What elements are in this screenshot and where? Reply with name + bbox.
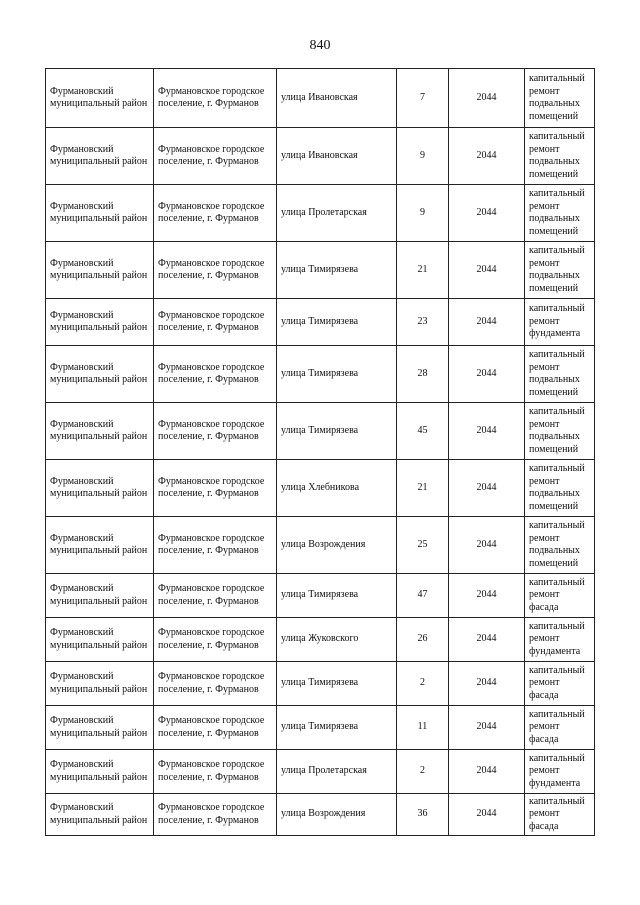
- street-cell: улица Тимирязева: [277, 403, 397, 460]
- district-cell: Фурмановский муниципальный район: [46, 128, 154, 185]
- street-cell: улица Хлебникова: [277, 460, 397, 517]
- house-number-cell: 45: [397, 403, 449, 460]
- house-number-cell: 28: [397, 346, 449, 403]
- settlement-cell: Фурмановское городское поселение, г. Фурманов: [154, 185, 277, 242]
- settlement-cell: Фурмановское городское поселение, г. Фурманов: [154, 794, 277, 836]
- settlement-cell: Фурмановское городское поселение, г. Фурманов: [154, 69, 277, 128]
- table-row: [46, 242, 595, 299]
- district-cell: Фурмановский муниципальный район: [46, 299, 154, 346]
- work-type-cell: капитальный ремонт подвальных помещений: [525, 403, 595, 460]
- year-cell: 2044: [449, 299, 525, 346]
- work-type-cell: капитальный ремонт фундамента: [525, 299, 595, 346]
- street-cell: улица Жуковского: [277, 618, 397, 662]
- settlement-cell: Фурмановское городское поселение, г. Фурманов: [154, 403, 277, 460]
- work-type-cell: капитальный ремонт фасада: [525, 794, 595, 836]
- house-number-cell: 2: [397, 750, 449, 794]
- table-row: [46, 346, 595, 403]
- district-cell: Фурмановский муниципальный район: [46, 69, 154, 128]
- year-cell: 2044: [449, 460, 525, 517]
- table-row: [46, 750, 595, 794]
- table-row: [46, 403, 595, 460]
- year-cell: 2044: [449, 750, 525, 794]
- year-cell: 2044: [449, 517, 525, 574]
- street-cell: улица Тимирязева: [277, 346, 397, 403]
- district-cell: Фурмановский муниципальный район: [46, 403, 154, 460]
- work-type-cell: капитальный ремонт подвальных помещений: [525, 517, 595, 574]
- settlement-cell: Фурмановское городское поселение, г. Фурманов: [154, 299, 277, 346]
- table-row: [46, 69, 595, 128]
- street-cell: улица Ивановская: [277, 69, 397, 128]
- work-type-cell: капитальный ремонт подвальных помещений: [525, 128, 595, 185]
- year-cell: 2044: [449, 403, 525, 460]
- district-cell: Фурмановский муниципальный район: [46, 794, 154, 836]
- work-type-cell: капитальный ремонт фундамента: [525, 618, 595, 662]
- settlement-cell: Фурмановское городское поселение, г. Фурманов: [154, 517, 277, 574]
- street-cell: улица Тимирязева: [277, 299, 397, 346]
- work-type-cell: капитальный ремонт подвальных помещений: [525, 185, 595, 242]
- work-type-cell: капитальный ремонт фундамента: [525, 750, 595, 794]
- district-cell: Фурмановский муниципальный район: [46, 750, 154, 794]
- table-row: [46, 618, 595, 662]
- street-cell: улица Возрождения: [277, 517, 397, 574]
- table-row: [46, 662, 595, 706]
- year-cell: 2044: [449, 69, 525, 128]
- district-cell: Фурмановский муниципальный район: [46, 242, 154, 299]
- district-cell: Фурмановский муниципальный район: [46, 574, 154, 618]
- house-number-cell: 25: [397, 517, 449, 574]
- table-row: [46, 517, 595, 574]
- year-cell: 2044: [449, 128, 525, 185]
- table-row: [46, 460, 595, 517]
- street-cell: улица Ивановская: [277, 128, 397, 185]
- year-cell: 2044: [449, 346, 525, 403]
- table-row: [46, 706, 595, 750]
- year-cell: 2044: [449, 574, 525, 618]
- settlement-cell: Фурмановское городское поселение, г. Фурманов: [154, 662, 277, 706]
- house-number-cell: 21: [397, 460, 449, 517]
- street-cell: улица Тимирязева: [277, 662, 397, 706]
- house-number-cell: 47: [397, 574, 449, 618]
- street-cell: улица Возрождения: [277, 794, 397, 836]
- settlement-cell: Фурмановское городское поселение, г. Фурманов: [154, 128, 277, 185]
- house-number-cell: 21: [397, 242, 449, 299]
- house-number-cell: 9: [397, 185, 449, 242]
- district-cell: Фурмановский муниципальный район: [46, 662, 154, 706]
- year-cell: 2044: [449, 794, 525, 836]
- street-cell: улица Тимирязева: [277, 574, 397, 618]
- year-cell: 2044: [449, 242, 525, 299]
- district-cell: Фурмановский муниципальный район: [46, 185, 154, 242]
- house-number-cell: 36: [397, 794, 449, 836]
- district-cell: Фурмановский муниципальный район: [46, 706, 154, 750]
- house-number-cell: 11: [397, 706, 449, 750]
- house-number-cell: 26: [397, 618, 449, 662]
- settlement-cell: Фурмановское городское поселение, г. Фурманов: [154, 618, 277, 662]
- district-cell: Фурмановский муниципальный район: [46, 618, 154, 662]
- table-row: [46, 574, 595, 618]
- year-cell: 2044: [449, 185, 525, 242]
- work-type-cell: капитальный ремонт подвальных помещений: [525, 69, 595, 128]
- district-cell: Фурмановский муниципальный район: [46, 346, 154, 403]
- house-number-cell: 9: [397, 128, 449, 185]
- work-type-cell: капитальный ремонт подвальных помещений: [525, 242, 595, 299]
- work-type-cell: капитальный ремонт подвальных помещений: [525, 460, 595, 517]
- settlement-cell: Фурмановское городское поселение, г. Фурманов: [154, 574, 277, 618]
- work-type-cell: капитальный ремонт фасада: [525, 662, 595, 706]
- settlement-cell: Фурмановское городское поселение, г. Фурманов: [154, 460, 277, 517]
- year-cell: 2044: [449, 706, 525, 750]
- house-number-cell: 7: [397, 69, 449, 128]
- table-row: [46, 299, 595, 346]
- house-number-cell: 23: [397, 299, 449, 346]
- work-type-cell: капитальный ремонт фасада: [525, 706, 595, 750]
- repair-registry-table: [45, 68, 595, 836]
- street-cell: улица Тимирязева: [277, 706, 397, 750]
- district-cell: Фурмановский муниципальный район: [46, 460, 154, 517]
- district-cell: Фурмановский муниципальный район: [46, 517, 154, 574]
- settlement-cell: Фурмановское городское поселение, г. Фурманов: [154, 346, 277, 403]
- table-row: [46, 128, 595, 185]
- street-cell: улица Тимирязева: [277, 242, 397, 299]
- settlement-cell: Фурмановское городское поселение, г. Фурманов: [154, 706, 277, 750]
- table-row: [46, 794, 595, 836]
- year-cell: 2044: [449, 662, 525, 706]
- settlement-cell: Фурмановское городское поселение, г. Фурманов: [154, 750, 277, 794]
- work-type-cell: капитальный ремонт подвальных помещений: [525, 346, 595, 403]
- settlement-cell: Фурмановское городское поселение, г. Фурманов: [154, 242, 277, 299]
- year-cell: 2044: [449, 618, 525, 662]
- street-cell: улица Пролетарская: [277, 185, 397, 242]
- table-row: [46, 185, 595, 242]
- work-type-cell: капитальный ремонт фасада: [525, 574, 595, 618]
- house-number-cell: 2: [397, 662, 449, 706]
- page-number: 840: [309, 38, 331, 53]
- street-cell: улица Пролетарская: [277, 750, 397, 794]
